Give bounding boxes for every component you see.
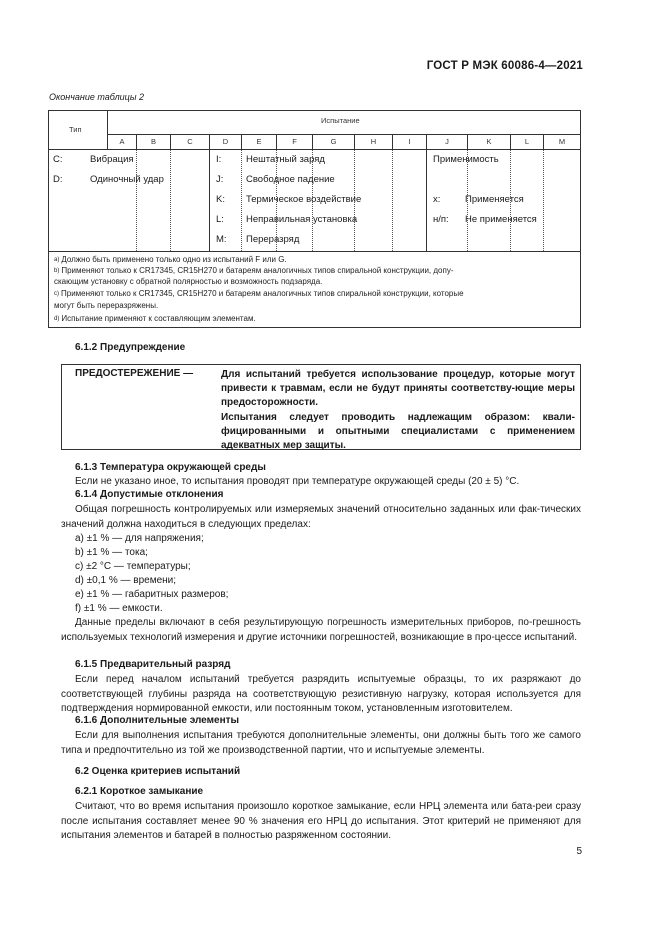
list-item: e) ±1 % — габаритных размеров; (75, 589, 229, 600)
section-heading: 6.1.3 Температура окружающей среды (75, 462, 266, 473)
document-header: ГОСТ Р МЭК 60086-4—2021 (426, 60, 583, 72)
footnote: могут быть переразряжены. (54, 301, 159, 310)
paragraph: Если перед началом испытаний требуется разрядить испытуемые образцы, то их разряжают до соответствующей глубины разряда на соответствующую резистивную нагрузку, которая используется для подтверждения нормированной емкости, или постоянным током, установленным изготовителем. (61, 674, 581, 715)
applicability-code: н/п: (433, 214, 449, 225)
section-heading: 6.1.4 Допустимые отклонения (75, 489, 224, 500)
test-name: Переразряд (246, 234, 300, 245)
test-name: Одиночный удар (90, 174, 164, 185)
page-number: 5 (576, 846, 582, 857)
test-code: J: (216, 174, 224, 185)
section-heading: 6.2.1 Короткое замыкание (75, 786, 204, 797)
test-name: Термическое воздействие (246, 194, 362, 205)
column-header: D (222, 137, 229, 146)
test-header: Испытание (321, 116, 360, 125)
column-header: M (558, 137, 566, 146)
list-item: f) ±1 % — емкости. (75, 603, 163, 614)
applicability-name: Не применяется (465, 214, 537, 225)
column-header: H (370, 137, 377, 146)
paragraph: Данные пределы включают в себя результирующую погрешность измерительных приборов, по-грешность используемых технологий измерения и другие источники погрешностей, возникающие в про-цессе испытаний. (61, 617, 581, 643)
list-item: a) ±1 % — для напряжения; (75, 533, 204, 544)
footnote: $^{b)}$ Применяют только к CR17345, CR15H270 и батареям аналогичных типов спиральной конструкции, допу- (54, 266, 454, 275)
footnote: $^{d)}$ Испытание применяют к составляющим элементам. (54, 314, 256, 323)
section-heading: 6.1.2 Предупреждение (75, 342, 186, 353)
applicability-title: Применимость (433, 154, 499, 165)
test-name: Нештатный заряд (246, 154, 325, 165)
column-header: C (187, 137, 193, 146)
test-code: M: (216, 234, 227, 245)
paragraph: Если для выполнения испытания требуются дополнительные элементы, они должны быть того же самого типа и предпочтительно из той же производственной партии, что и испытуемые элементы. (61, 730, 581, 756)
section-heading: 6.1.5 Предварительный разряд (75, 659, 231, 670)
footnote: скающим установку с обратной полярностью и возможность подзаряда. (54, 277, 323, 286)
list-item: b) ±1 % — тока; (75, 547, 148, 558)
column-header: L (524, 137, 530, 146)
column-header: A (119, 137, 125, 146)
test-code: K: (216, 194, 225, 205)
applicability-code: x: (433, 194, 441, 205)
test-code: I: (216, 154, 222, 165)
column-header: B (150, 137, 156, 146)
test-code: D: (53, 174, 63, 185)
test-name: Свободное падение (246, 174, 335, 185)
applicability-name: Применяется (465, 194, 524, 205)
test-name: Вибрация (90, 154, 134, 165)
column-header: G (330, 137, 337, 146)
section-heading: 6.2 Оценка критериев испытаний (75, 766, 241, 777)
warning-label: ПРЕДОСТЕРЕЖЕНИЕ — (75, 368, 194, 379)
test-table (48, 110, 581, 328)
test-name: Неправильная установка (246, 214, 358, 225)
test-code: C: (53, 154, 63, 165)
column-header: K (486, 137, 492, 146)
column-header: E (256, 137, 262, 146)
table-caption: Окончание таблицы 2 (49, 92, 144, 102)
footnote: $^{c)}$ Применяют только к CR17345, CR15H270 и батареям аналогичных типов спиральной конструкции, которые (54, 289, 464, 298)
test-code: L: (216, 214, 224, 225)
type-header: Тип (69, 125, 82, 134)
paragraph: Общая погрешность контролируемых или измеряемых значений относительно заданных или фак-тических значений должна находиться в следующих пределах: (61, 504, 581, 530)
column-header: F (292, 137, 297, 146)
footnote: $^{a)}$ Должно быть применено только одно из испытаний F или G. (54, 255, 287, 264)
column-header: I (408, 137, 411, 146)
warning-text: Для испытаний требуется использование процедур, которые могут привести к травмам, если не будут приняты соответству-ющие меры предосторожности. Испытания следует проводить надлежащим образом: квали-фицированными и опытными специалистами с применением адекватных мер защиты. (221, 369, 575, 452)
column-header: J (445, 137, 449, 146)
paragraph: Считают, что во время испытания произошло короткое замыкание, если НРЦ элемента или бата-реи сразу после испытания составляет менее 90 % значения его НРЦ до испытания. Этот критерий не применяют для испытания элементов и батарей в полностью разряженном состоянии. (61, 801, 581, 842)
paragraph: Если не указано иное, то испытания проводят при температуре окружающей среды (20 ± 5) °С. (75, 476, 520, 487)
list-item: d) ±0,1 % — времени; (75, 575, 177, 586)
section-heading: 6.1.6 Дополнительные элементы (75, 715, 240, 726)
list-item: c) ±2 °С — температуры; (75, 561, 191, 572)
